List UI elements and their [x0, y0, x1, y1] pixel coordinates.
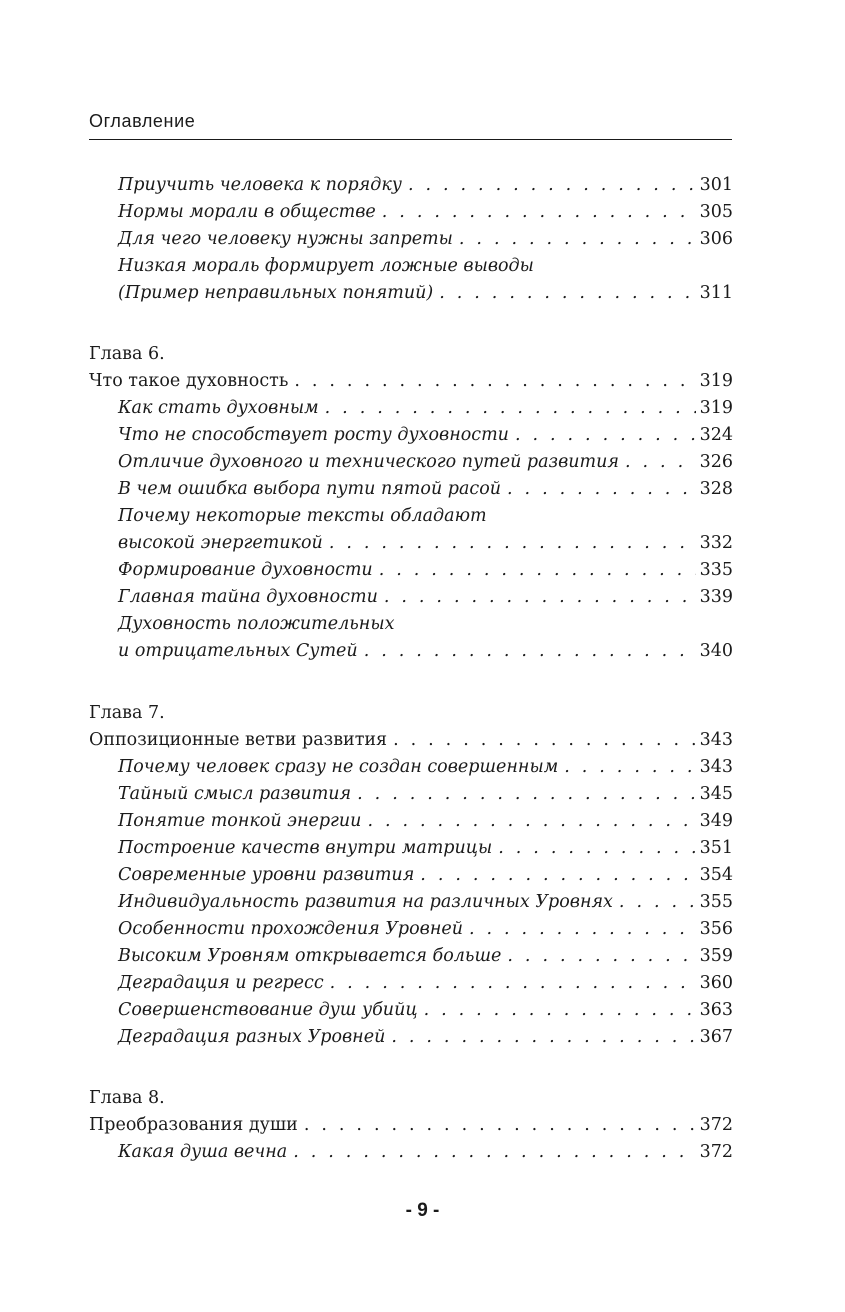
toc-entry-title: Современные уровни развития: [118, 865, 415, 885]
toc-entry: [118, 638, 733, 665]
dot-leader: [393, 727, 695, 754]
toc-entry-title: Понятие тонкой энергии: [118, 811, 362, 831]
toc-page-number: 367: [699, 1027, 733, 1047]
toc-entry: [118, 808, 733, 835]
toc-entry-title: Совершенствование душ убийц: [118, 1000, 418, 1020]
toc-page-number: 326: [699, 452, 733, 472]
toc-entry: [118, 1024, 733, 1051]
toc-entry: [118, 862, 733, 889]
toc-entry: [118, 997, 733, 1024]
toc-entry-title: Что не способствует росту духовности: [118, 425, 509, 445]
running-head: Оглавление: [89, 111, 196, 131]
toc-entry-continued: [118, 611, 733, 638]
page-number: - 9 -: [405, 1200, 440, 1221]
toc-page-number: 332: [699, 533, 733, 553]
toc-entry: [118, 835, 733, 862]
dot-leader: [625, 449, 696, 476]
dot-leader: [382, 199, 696, 226]
toc-entry-continued: [118, 253, 733, 280]
toc-entry-title: Формирование духовности: [118, 560, 373, 580]
toc-page-number: 319: [699, 371, 733, 391]
dot-leader: [507, 943, 695, 970]
toc-entry: [118, 781, 733, 808]
toc-entry: [118, 476, 733, 503]
dot-leader: [325, 395, 696, 422]
dot-leader: [420, 862, 695, 889]
toc-page-number: 372: [699, 1115, 733, 1135]
dot-leader: [384, 584, 696, 611]
toc-entry: [118, 226, 733, 253]
toc-page-number: 339: [699, 587, 733, 607]
toc-page-number: 363: [699, 1000, 733, 1020]
toc-page-number: 355: [699, 892, 733, 912]
toc-page-number: 324: [699, 425, 733, 445]
toc-page-number: 305: [699, 202, 733, 222]
toc-entry-title: Главная тайна духовности: [118, 587, 378, 607]
dot-leader: [469, 916, 696, 943]
dot-leader: [439, 280, 695, 307]
toc-entry: [118, 754, 733, 781]
dot-leader: [294, 368, 695, 395]
dot-leader: [293, 1139, 695, 1166]
toc-entry: [118, 970, 733, 997]
toc-page-number: 360: [699, 973, 733, 993]
dot-leader: [391, 1024, 695, 1051]
toc-page-number: 311: [699, 283, 733, 303]
toc-entry-title: Духовность положительных: [118, 614, 395, 634]
toc-entry-title: Как стать духовным: [118, 398, 319, 418]
dot-leader: [459, 226, 696, 253]
dot-leader: [367, 808, 695, 835]
chapter-label: [89, 1085, 733, 1112]
toc-entry: [118, 584, 733, 611]
toc-page-number: 328: [699, 479, 733, 499]
toc-page-number: 306: [699, 229, 733, 249]
toc-entry: [118, 199, 733, 226]
toc-entry: [118, 1139, 733, 1166]
toc-entry: [118, 530, 733, 557]
toc-entry-continued: [118, 503, 733, 530]
chapter-label-text: Глава 6.: [89, 344, 165, 364]
chapter-label-text: Глава 7.: [89, 703, 165, 723]
toc-page-number: 372: [699, 1142, 733, 1162]
toc-chapter-entry: [89, 1112, 733, 1139]
toc-entry-title: Особенности прохождения Уровней: [118, 919, 463, 939]
toc-entry-title: Приучить человека к порядку: [118, 175, 402, 195]
toc-entry: [118, 916, 733, 943]
toc-entry-title: Преобразования души: [89, 1115, 298, 1135]
toc-entry-title: Индивидуальность развития на различных Уровнях: [118, 892, 613, 912]
toc-chapter-entry: [89, 368, 733, 395]
toc-entry-title: Почему человек сразу не создан совершенным: [118, 757, 559, 777]
toc-page-number: 356: [699, 919, 733, 939]
toc-entry-title: Тайный смысл развития: [118, 784, 352, 804]
toc-entry: [118, 172, 733, 199]
dot-leader: [507, 476, 696, 503]
dot-leader: [364, 638, 696, 665]
toc-entry-title: высокой энергетикой: [118, 533, 323, 553]
toc-page-number: 319: [699, 398, 733, 418]
toc-chapter-entry: [89, 727, 733, 754]
dot-leader: [357, 781, 695, 808]
toc-entry: [118, 557, 733, 584]
toc-entry-title: Почему некоторые тексты обладают: [118, 506, 487, 526]
toc-entry: [118, 422, 733, 449]
chapter-label-text: Глава 8.: [89, 1088, 165, 1108]
chapter-label: [89, 700, 733, 727]
toc-page-number: 343: [699, 757, 733, 777]
toc-entry-title: Деградация разных Уровней: [118, 1027, 386, 1047]
dot-leader: [329, 530, 696, 557]
toc-page-number: 345: [699, 784, 733, 804]
toc-page-number: 343: [699, 730, 733, 750]
toc-page-number: 351: [699, 838, 733, 858]
toc-entry: [118, 889, 733, 916]
toc-entry-title: Высоким Уровням открывается больше: [118, 946, 502, 966]
toc-entry-title: Нормы морали в обществе: [118, 202, 376, 222]
dot-leader: [515, 422, 696, 449]
dot-leader: [379, 557, 696, 584]
toc-entry-title: В чем ошибка выбора пути пятой расой: [118, 479, 502, 499]
toc-page-number: 301: [699, 175, 733, 195]
toc-entry-title: Построение качеств внутри матрицы: [118, 838, 493, 858]
toc-entry-title: Отличие духовного и технического путей развития: [118, 452, 619, 472]
dot-leader: [619, 889, 696, 916]
toc-entry-title: и отрицательных Сутей: [118, 641, 358, 661]
toc-page-number: 335: [699, 560, 733, 580]
toc-entry: [118, 395, 733, 422]
toc-page-number: 359: [699, 946, 733, 966]
toc-entry-title: Что такое духовность: [89, 371, 289, 391]
dot-leader: [408, 172, 696, 199]
dot-leader: [304, 1112, 696, 1139]
toc-entry-title: Низкая мораль формирует ложные выводы: [118, 256, 534, 276]
dot-leader: [330, 970, 696, 997]
toc-page-number: 349: [699, 811, 733, 831]
toc-entry: [118, 449, 733, 476]
toc-page-number: 340: [699, 641, 733, 661]
chapter-label: [89, 341, 733, 368]
toc-entry: [118, 280, 733, 307]
toc-entry-title: Деградация и регресс: [118, 973, 324, 993]
dot-leader: [564, 754, 695, 781]
toc-entry: [118, 943, 733, 970]
dot-leader: [424, 997, 696, 1024]
dot-leader: [498, 835, 695, 862]
toc-entry-title: Для чего человеку нужны запреты: [118, 229, 453, 249]
toc-entry-title: Какая душа вечна: [118, 1142, 288, 1162]
toc-entry-title: (Пример неправильных понятий): [118, 283, 434, 303]
toc-entry-title: Оппозиционные ветви развития: [89, 730, 388, 750]
toc-page-number: 354: [699, 865, 733, 885]
